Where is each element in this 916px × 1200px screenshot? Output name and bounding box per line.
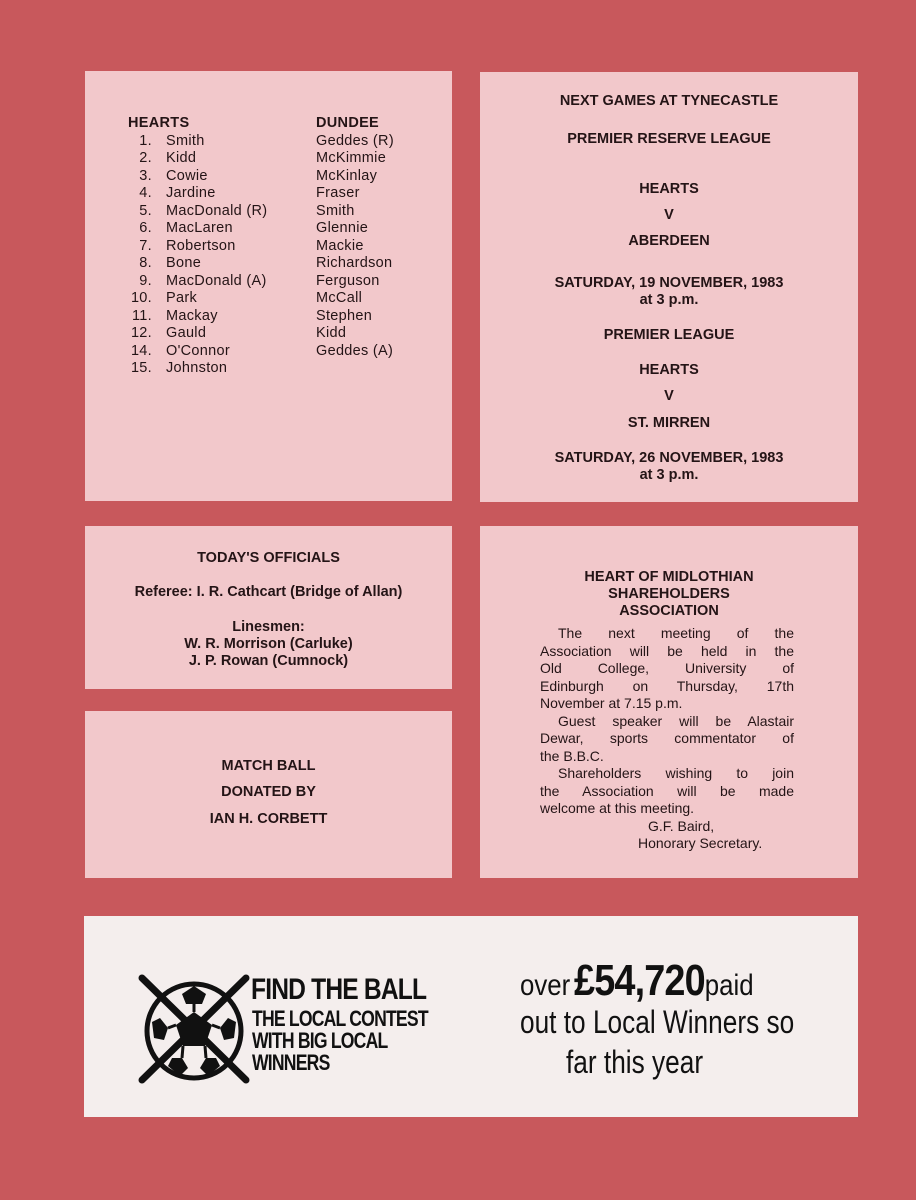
next-games-heading: NEXT GAMES AT TYNECASTLE	[559, 93, 779, 109]
player-name: Gauld	[166, 325, 207, 341]
player-name: Cowie	[166, 167, 208, 184]
home-team-column	[128, 115, 267, 378]
shareholders-heading3: ASSOCIATION	[619, 603, 719, 619]
next-games-panel	[480, 72, 858, 502]
away-player: McKinlay	[316, 167, 378, 184]
home-player	[128, 133, 267, 151]
player-name: Robertson	[166, 237, 236, 254]
home-player	[128, 273, 267, 291]
home-player	[128, 220, 267, 238]
player-name: Kidd	[166, 150, 197, 166]
home-player	[128, 255, 267, 273]
player-name: Jardine	[166, 185, 216, 201]
player-number: 6.	[139, 220, 152, 236]
away-player: Fraser	[316, 185, 360, 201]
away-player: McCall	[316, 290, 363, 306]
player-name: MacDonald (R)	[166, 202, 268, 219]
para-line: Dewar, sports commentator of	[540, 730, 794, 746]
find-the-ball-advert	[84, 916, 858, 1117]
away-player: Stephen	[316, 307, 373, 324]
player-name: O'Connor	[166, 342, 231, 359]
para-line: Old College, University of	[540, 660, 794, 676]
player-name: Smith	[166, 132, 205, 149]
player-name: Bone	[166, 255, 202, 271]
advert-amount: £54,720	[574, 956, 705, 1005]
fixture1-time: at 3 p.m.	[639, 292, 699, 308]
advert-subline1: THE LOCAL CONTEST	[252, 1006, 428, 1031]
fixture2-home: HEARTS	[639, 362, 699, 378]
para-line: Shareholders wishing to join	[558, 765, 794, 781]
meeting-paragraph	[540, 625, 794, 853]
away-player: Geddes (A)	[316, 342, 394, 359]
signature: G.F. Baird,	[648, 817, 715, 834]
player-number: 5.	[139, 202, 152, 219]
fixture1-versus: V	[664, 207, 674, 223]
advert-prize-line	[520, 956, 754, 1006]
linesmen-label: Linesmen:	[232, 619, 305, 635]
player-number: 7.	[139, 237, 152, 254]
para-line: the Association will be made	[540, 782, 794, 799]
para-line: the B.B.C.	[540, 747, 604, 764]
para-line: welcome at this meeting.	[540, 800, 695, 816]
player-number: 2.	[139, 150, 152, 166]
away-player: Glennie	[316, 220, 369, 236]
crossed-football-icon	[136, 974, 252, 1084]
advert-line3: far this year	[566, 1044, 704, 1080]
player-name: Park	[166, 290, 198, 306]
player-number: 15.	[130, 360, 152, 376]
player-name: MacDonald (A)	[166, 272, 267, 289]
away-player-list	[316, 133, 394, 361]
home-player	[128, 150, 267, 168]
para-line: November at 7.15 p.m.	[540, 695, 683, 711]
advert-subline2: WITH BIG LOCAL	[252, 1028, 388, 1053]
fixture2-versus: V	[664, 388, 674, 404]
match-ball-panel	[85, 711, 452, 878]
linesman-2: J. P. Rowan (Cumnock)	[188, 653, 349, 669]
fixture2-date: SATURDAY, 26 NOVEMBER, 1983	[554, 450, 784, 466]
home-player	[128, 343, 267, 361]
fixture1-home: HEARTS	[639, 181, 699, 197]
fixture1-away: ABERDEEN	[628, 233, 710, 249]
player-name: Johnston	[166, 360, 228, 376]
player-number: 4.	[139, 185, 152, 201]
referee-line: Referee: I. R. Cathcart (Bridge of Allan)	[134, 584, 403, 600]
advert-line2: out to Local Winners so	[520, 1004, 795, 1040]
away-player: McKimmie	[316, 150, 387, 166]
advert-paid: paid	[704, 969, 754, 1002]
home-team-name: HEARTS	[128, 115, 190, 131]
player-number: 9.	[139, 272, 152, 289]
officials-panel	[85, 526, 452, 689]
player-number: 11.	[132, 307, 152, 324]
away-player: Kidd	[316, 325, 347, 341]
player-number: 1.	[139, 132, 152, 149]
para-line: Association will be held in the	[540, 642, 794, 659]
fixture2-time: at 3 p.m.	[639, 467, 699, 483]
shareholders-heading2: SHAREHOLDERS	[608, 586, 730, 602]
match-ball-line2: DONATED BY	[221, 784, 316, 800]
player-name: MacLaren	[166, 220, 233, 236]
officials-heading: TODAY'S OFFICIALS	[197, 550, 340, 566]
home-player	[128, 168, 267, 186]
player-number: 14.	[130, 342, 152, 359]
home-player	[128, 203, 267, 221]
home-player	[128, 325, 267, 343]
para-line: Edinburgh on Thursday, 17th	[540, 677, 794, 694]
match-ball-sponsor: IAN H. CORBETT	[209, 811, 328, 827]
player-number: 8.	[139, 255, 152, 271]
fixture1-date: SATURDAY, 19 NOVEMBER, 1983	[554, 275, 784, 291]
team-lineups-panel	[85, 71, 452, 501]
signature-title: Honorary Secretary.	[638, 835, 763, 851]
player-number: 10.	[130, 290, 152, 306]
away-team-name: DUNDEE	[316, 115, 380, 131]
home-player	[128, 360, 267, 378]
away-player: Mackie	[316, 237, 364, 254]
player-number: 3.	[139, 167, 152, 184]
home-player-list	[128, 133, 267, 378]
player-name: Mackay	[166, 307, 218, 324]
fixture2-away: ST. MIRREN	[627, 415, 711, 431]
find-the-ball-headline: FIND THE BALL	[251, 973, 427, 1006]
linesman-1: W. R. Morrison (Carluke)	[184, 636, 353, 652]
para-line: Guest speaker will be Alastair	[558, 712, 794, 729]
home-player	[128, 308, 267, 326]
home-player	[128, 290, 267, 308]
home-player	[128, 185, 267, 203]
shareholders-heading1: HEART OF MIDLOTHIAN	[584, 569, 754, 585]
away-player: Smith	[316, 202, 355, 219]
advert-over: over	[520, 969, 571, 1002]
match-ball-line1: MATCH BALL	[221, 758, 316, 774]
away-team-column	[316, 115, 394, 360]
away-player: Geddes (R)	[316, 132, 394, 149]
fixture2-league: PREMIER LEAGUE	[603, 327, 735, 343]
away-player: Richardson	[316, 255, 393, 271]
para-line: The next meeting of the	[558, 625, 794, 641]
player-number: 12.	[130, 325, 152, 341]
home-player	[128, 238, 267, 256]
away-player: Ferguson	[316, 272, 380, 289]
fixture1-league: PREMIER RESERVE LEAGUE	[567, 131, 771, 147]
advert-subline3: WINNERS	[252, 1050, 330, 1075]
shareholders-panel	[480, 526, 858, 878]
